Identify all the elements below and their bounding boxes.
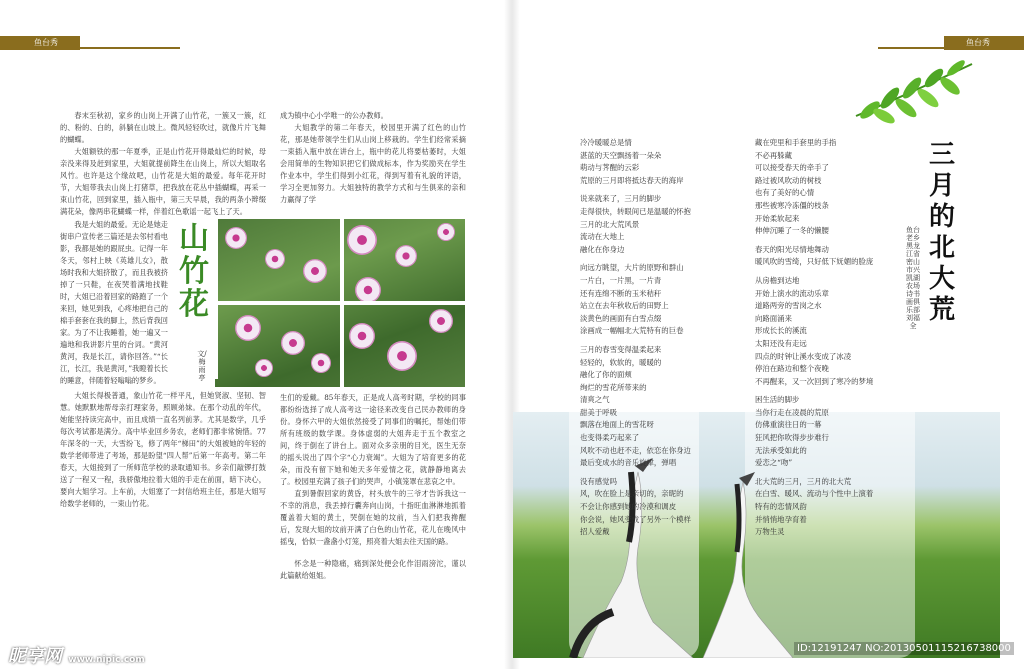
poem-line: 不必再躲藏 — [755, 150, 792, 160]
poem-line: 说来就来了，三月的脚步 — [580, 194, 662, 204]
poem-line: 还有连绵不断的玉米秸秆 — [580, 288, 662, 298]
poem-line: 藏在兜里和手套里的手指 — [755, 138, 837, 147]
poem-line: 飘落在地面上的雪花呀 — [580, 420, 654, 430]
left-header-label: 鱼台秀 — [34, 38, 58, 47]
poem-column-2 — [755, 137, 905, 539]
poem-line: 不会让你感到她的冷漠和调皮 — [580, 502, 677, 512]
article-title: 山竹花 — [179, 221, 209, 322]
poem-line: 没有感觉吗 — [580, 476, 617, 486]
right-header-label: 鱼台秀 — [966, 38, 990, 47]
poem-line: 涂画成一幅幅北大荒特有的巨卷 — [580, 326, 684, 336]
leaf-branch-icon — [854, 56, 974, 128]
left-article-col1-top — [60, 110, 266, 220]
poem-line: 在白雪、暖风、流动与个性中上演着 — [755, 489, 874, 499]
poem-line: 伸伸沉睡了一冬的懒腰 — [755, 226, 829, 236]
article-paragraph: 大姐额铁的那一年夏季，正是山竹花开得最灿烂的时候，母亲没来得及赶到家里，大姐就提前降生在山岗上，所以大姐取名风竹。也许是这个缘故吧，山竹花是大姐的最爱。每年花开时节，大姐带我去山岗上打猪草，把我放在花丛中插蝴蝶，再采一束山竹花，回到家里，插入瓶中，第三天早晨，我的两条小辫缀满花朵，像两串花蝴蝶一样，伴着红色歌谣一起飞上了天。 — [60, 147, 266, 216]
poem-line: 冷冷暖暖总是情 — [580, 138, 632, 147]
poem-line: 无法承受如此的 — [755, 445, 807, 455]
left-article-col1-wrap — [60, 219, 168, 385]
poem-line: 困生活的脚步 — [755, 395, 800, 405]
poem-line: 可以接受春天的牵手了 — [755, 163, 829, 173]
left-article-col2-bottom — [280, 392, 466, 660]
poem-line: 形成长长的溪流 — [755, 326, 807, 336]
poem-line: 仿佛重演往日的一幕 — [755, 420, 822, 430]
poem-line: 一片白，一片黑，一片青 — [580, 275, 662, 285]
article-paragraph: 成为镇中心小学唯一的公办教师。 — [280, 111, 388, 120]
poem-line: 那些被寒冷冻僵的枝条 — [755, 200, 829, 210]
article-paragraph: 大姐长得极普通，象山竹花一样平凡，但她贤淑、坚韧、智慧。她默默地帮母亲打理家务，照顾弟妹。在那个动乱的年代，她能坚持读完高中，而且成绩一直名列前茅。尤其是数学，几乎每次考试都是满分。高中毕业回乡务农，老师们都非常惋惜。77年深冬的一天，大雪纷飞，修了两年“梯田”的大姐被她的年轻的数学老师带进了考场，那是盼望“四人帮”后第一年高考。第二年春天，大姐接到了一所师范学校的录取通知书。乡亲们敲锣打鼓送了一程又一程，我骄傲地拉着大姐的手走在前面，暗下决心，要向大姐学习。上车前，大姐塞了一封信给班主任，那是大姐写给数学老师的，一束山竹花。 — [60, 391, 266, 508]
poem-line: 清爽之气 — [580, 395, 610, 405]
poem-line: 流动在大地上 — [580, 232, 625, 242]
article-paragraph: 生们的爱戴。85年春天，正是成人高考时期，学校的同事都纷纷选择了成人高考这一途径来改变自己民办教师的身份。身怀六甲的大姐依然接受了同事们的嘱托，帮她们带所有班级的数学课。身体虚弱的大姐奔走于五个教室之间，终于倒在了讲台上。面对众多亲朋的目光，医生无奈的摇头说出了四个字“心力衰竭”。大姐为了培育更多的花朵，而没有留下她和她天多年爱情之花，就静静地离去了。校园里充满了孩子们的哭声，小镇笼罩在悲哀之中。 — [280, 393, 466, 486]
poem-line: 招人爱戴 — [580, 527, 610, 537]
poem-line: 四点的时钟让溪水变成了冰凌 — [755, 351, 852, 361]
poem-line: 你会说，她风变成了另外一个模样 — [580, 514, 691, 524]
site-logo: 昵享网 — [8, 646, 62, 667]
poem-line: 绚烂的雪花所带来的 — [580, 382, 647, 392]
poem-line: 站立在去年秋收后的田野上 — [580, 301, 669, 311]
article-paragraph: 我是大姐的最爱。无论是她走街串户宣传老三篇还是去邻村看电影，我都是她的跟屁虫。记得一年冬天，邻村上映《英雄儿女》，散场时我和大姐挤散了，而且我被挤掉了一只鞋，在夜哭着满地找鞋时，大姐已沿着回家的路跑了一个来回，她见到我，心疼地把自己的棉手套套在我的脚上，然后背我回家。为了不让我睡着，她一遍又一遍地和我讲影片里的台词。“黄河黄河，我是长江，请你回答。”“长江，长江，我是黄河，”我瞪着长长的睡意，伴随着轻嗡嗡的梦乡。 — [60, 220, 168, 385]
poem-line: 也变得柔巧起来了 — [580, 433, 640, 443]
image-id-watermark: ID:12191247 NO:20130501115216738000 — [794, 642, 1014, 655]
poem-line: 春天的阳光尽情地舞动 — [755, 244, 829, 254]
poem-line: 淡黄色的画面有白雪点缀 — [580, 313, 662, 323]
flower-photo — [215, 219, 465, 387]
poem-line: 不再醒来，又一次回到了寒冷的梦境 — [755, 376, 874, 386]
poem-line: 走得很快，转眼间已是温暖的怀抱 — [580, 206, 691, 216]
poem-line: 最后变成水的音乐旋律，弹唱 — [580, 458, 677, 468]
poem-line: 三月的北大荒风景 — [580, 219, 640, 229]
left-article-col2-top — [280, 110, 466, 218]
poem-byline: 鱼台老乡 黑龙江省密山市兴凯湖农场诗书画俱乐部 刘福全 — [906, 226, 920, 330]
poem-line: 狂风把你吹得步步难行 — [755, 433, 829, 443]
poem-line: 三月的春雪变得温柔起来 — [580, 344, 662, 354]
poem-line: 停泊在路边和整个夜晚 — [755, 364, 829, 374]
poem-line: 开始上演水的流动乐章 — [755, 288, 829, 298]
left-article-col1-bottom — [60, 390, 266, 660]
poem-line: 轻轻的，软软的，暖暖的 — [580, 357, 662, 367]
poem-line: 融化了你的面颊 — [580, 370, 632, 380]
poem-line: 向路面涌来 — [755, 313, 792, 323]
poem-line: 荒原的三月即将抵达春天的海岸 — [580, 175, 684, 185]
poem-line: 甜美于呼吸 — [580, 407, 617, 417]
poem-line: 暖风吹的雪绮，只好低下妩媚的脸庞 — [755, 257, 874, 267]
poem-line: 湛蓝的天空飘扬着一朵朵 — [580, 150, 662, 160]
poem-line: 风吹不动也赶不走，依恋在你身边 — [580, 445, 691, 455]
site-url: www.nipic.com — [68, 655, 145, 665]
poem-line: 太阳还没有走远 — [755, 338, 807, 348]
poem-line: 北大荒的三月，三月的北大荒 — [755, 476, 852, 486]
poem-line: 特有的恋情风韵 — [755, 502, 807, 512]
poem-column-1 — [580, 137, 740, 539]
site-watermark — [8, 642, 145, 668]
poem-line: 融化在你身边 — [580, 244, 625, 254]
poem-line: 道路两旁的雪岗之水 — [755, 301, 822, 311]
poem-line: 路过被风吹动的树枝 — [755, 175, 822, 185]
poem-line: 向远方眺望，大片的原野和群山 — [580, 263, 684, 273]
poem-line: 万物生灵 — [755, 527, 785, 537]
article-paragraph: 大姐教学的第二年春天，校园里开满了红色的山竹花，那是她带领学生们从山岗上移栽的。学生们经常采摘一束插入瓶中放在讲台上，瓶中的花儿将要枯萎时，大姐会用简单的生物知识把它们做成标本，作为奖励夹在学生作业本中，学生们得到小红花，得到写着有礼貌的评语，学习全更加努力。大姐独特的教学方式和与生俱来的亲和力赢得了学 — [280, 123, 466, 204]
article-paragraph: 直到暑假回家的黄昏，村头放牛的三爷才告诉我这一不幸的消息，我丢掉行囊奔向山岗，十指旺血淋淋地抓着覆盖着大姐的黄土，哭倒在她的坟前，当入们把我搀醒后，发现大姐的坟前开满了白色的山竹花，花儿在晚风中摇曳，恰似一盏盏小灯笼，照亮着大姐去往天国的路。 — [280, 489, 466, 546]
poem-line: 也有了美好的心情 — [755, 188, 815, 198]
poem-line: 萌动与荠醒的云彩 — [580, 163, 640, 173]
poem-line: 开始柔软起来 — [755, 213, 800, 223]
article-paragraph: 春末至秋初，家乡的山岗上开满了山竹花，一簇又一簇，红的、粉的、白的，斜躺在山坡上。微风轻轻吹过，就像片片飞舞的蝴蝶。 — [60, 111, 266, 144]
poem-line: 当你行走在凌晨的荒原 — [755, 407, 829, 417]
poem-line: 并悄悄地孕育着 — [755, 514, 807, 524]
poem-line: 风，吹在脸上是亲切的，亲昵的 — [580, 489, 684, 499]
article-closing: 怀念是一种隐痛，痛到深处便会化作泪雨滂沱，谨以此篇献给姐姐。 — [280, 559, 466, 580]
poem-line: 从房檐到达地 — [755, 275, 800, 285]
poem-title: 三月的北大荒 — [928, 140, 955, 325]
article-author: 文/梅雨亭 — [197, 350, 207, 382]
poem-line: 爱恋之“吻” — [755, 458, 793, 468]
